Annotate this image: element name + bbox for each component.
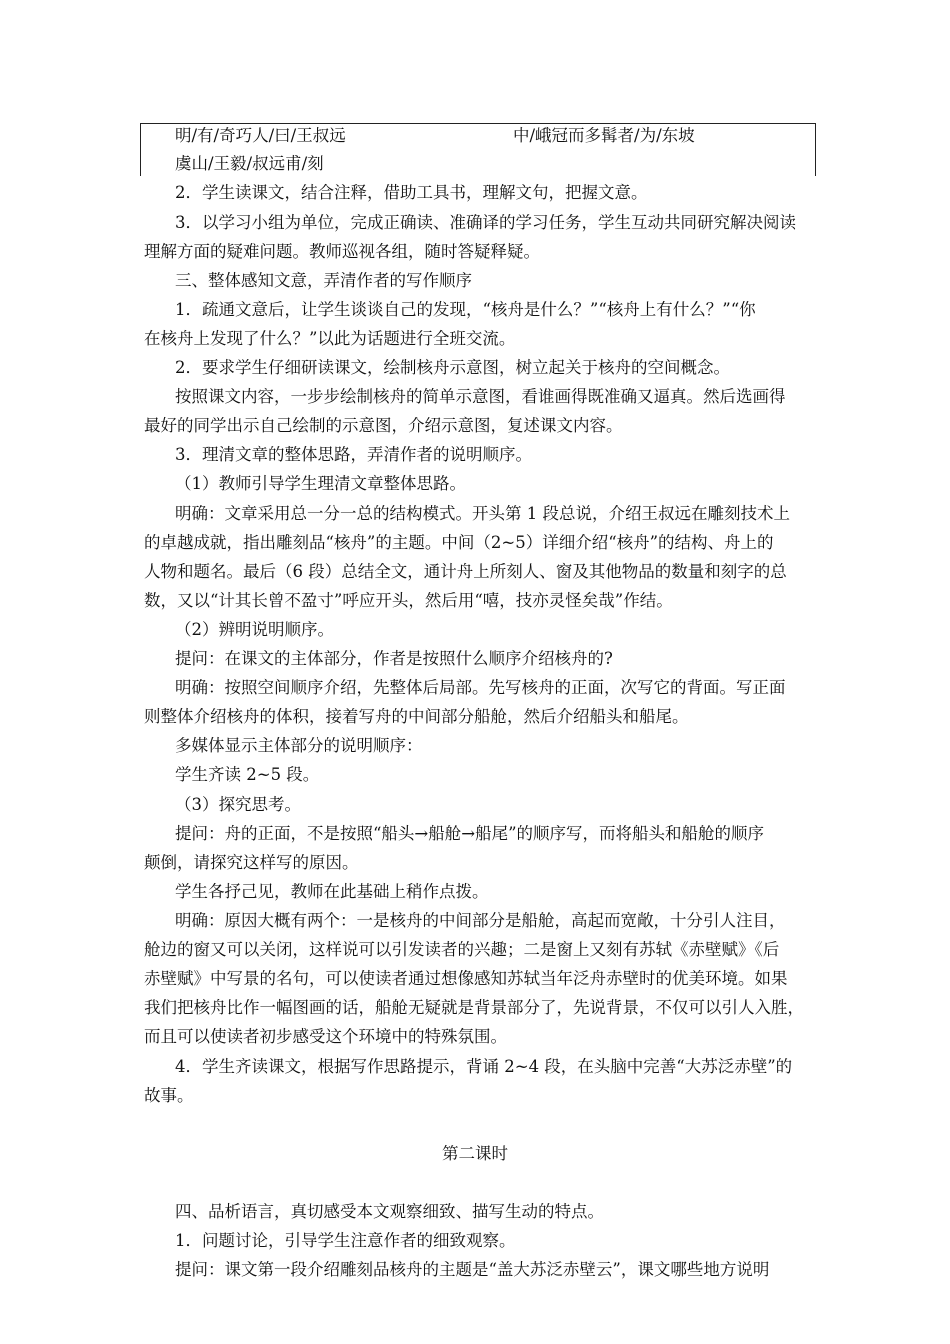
frame-row1-left: 明/有/奇巧人/曰/王叔远: [175, 126, 346, 145]
paragraph-line: （3）探究思考。: [175, 795, 301, 814]
paragraph-line: 按照课文内容，一步步绘制核舟的简单示意图，看谁画得既准确又逼真。然后选画得: [175, 387, 786, 406]
paragraph-line: 我们把核舟比作一幅图画的话，船舱无疑就是背景部分了，先说背景，不仅可以引人入胜，: [144, 998, 804, 1017]
paragraph-line: 而且可以使读者初步感受这个环境中的特殊氛围。: [144, 1027, 507, 1046]
section-heading: 四、品析语言，真切感受本文观察细致、描写生动的特点。: [175, 1202, 604, 1221]
frame-row2-left: 虞山/王毅/叔远甫/刻: [175, 154, 324, 173]
paragraph-line: 提问：舟的正面，不是按照“船头→船舱→船尾”的顺序写，而将船头和船舱的顺序: [175, 824, 765, 843]
paragraph-line: 学生各抒己见，教师在此基础上稍作点拨。: [175, 882, 489, 901]
paragraph-line: 理解方面的疑难问题。教师巡视各组，随时答疑释疑。: [144, 242, 540, 261]
paragraph-line: 明确：按照空间顺序介绍，先整体后局部。先写核舟的正面，次写它的背面。写正面: [175, 678, 786, 697]
frame-row1-right: 中/峨冠而多髯者/为/东坡: [513, 126, 695, 145]
paragraph-line: 2．要求学生仔细研读课文，绘制核舟示意图，树立起关于核舟的空间概念。: [175, 358, 730, 377]
lesson-heading: 第二课时: [442, 1144, 508, 1163]
paragraph-line: 人物和题名。最后（6 段）总结全文，通计舟上所刻人、窗及其他物品的数量和刻字的总: [144, 562, 787, 581]
paragraph-line: 则整体介绍核舟的体积，接着写舟的中间部分船舱，然后介绍船头和船尾。: [144, 707, 689, 726]
paragraph-line: 明确：原因大概有两个：一是核舟的中间部分是船舱，高起而宽敞，十分引人注目，: [175, 911, 786, 930]
paragraph-line: 赤壁赋》中写景的名句，可以使读者通过想像感知苏轼当年泛舟赤壁时的优美环境。如果: [144, 969, 788, 988]
paragraph-line: 数，又以“计其长曾不盈寸”呼应开头，然后用“嘻，技亦灵怪矣哉”作结。: [144, 591, 673, 610]
section-heading: 三、整体感知文意，弄清作者的写作顺序: [175, 271, 472, 290]
paragraph-line: 4．学生齐读课文，根据写作思路提示，背诵 2~4 段，在头脑中完善“大苏泛赤壁”的: [175, 1057, 793, 1076]
paragraph-line: 明确：文章采用总一分一总的结构模式。开头第 1 段总说，介绍王叔远在雕刻技术上: [175, 504, 790, 523]
paragraph-line: 3．以学习小组为单位，完成正确读、准确译的学习任务，学生互动共同研究解决阅读: [175, 213, 796, 232]
paragraph-line: （1）教师引导学生理清文章整体思路。: [175, 474, 466, 493]
paragraph-line: 提问：课文第一段介绍雕刻品核舟的主题是“盖大苏泛赤壁云”，课文哪些地方说明: [175, 1260, 770, 1279]
paragraph-line: 1．疏通文意后，让学生谈谈自己的发现，“核舟是什么？”“核舟上有什么？”“你: [175, 300, 756, 319]
paragraph-line: 多媒体显示主体部分的说明顺序：: [175, 736, 423, 755]
paragraph-line: （2）辨明说明顺序。: [175, 620, 334, 639]
paragraph-line: 的卓越成就，指出雕刻品“核舟”的主题。中间（2~5）详细介绍“核舟”的结构、舟上的: [144, 533, 774, 552]
paragraph-line: 在核舟上发现了什么？”以此为话题进行全班交流。: [144, 329, 516, 348]
paragraph-line: 3．理清文章的整体思路，弄清作者的说明顺序。: [175, 445, 532, 464]
paragraph-line: 最好的同学出示自己绘制的示意图，介绍示意图，复述课文内容。: [144, 416, 623, 435]
paragraph-line: 2．学生读课文，结合注释，借助工具书，理解文句，把握文意。: [175, 183, 648, 202]
paragraph-line: 故事。: [144, 1086, 194, 1105]
paragraph-line: 学生齐读 2~5 段。: [175, 765, 320, 784]
paragraph-line: 提问：在课文的主体部分，作者是按照什么顺序介绍核舟的?: [175, 649, 613, 668]
paragraph-line: 颠倒，请探究这样写的原因。: [144, 853, 359, 872]
paragraph-line: 舱边的窗又可以关闭，这样说可以引发读者的兴趣；二是窗上又刻有苏轼《赤壁赋》《后: [144, 940, 780, 959]
paragraph-line: 1．问题讨论，引导学生注意作者的细致观察。: [175, 1231, 516, 1250]
